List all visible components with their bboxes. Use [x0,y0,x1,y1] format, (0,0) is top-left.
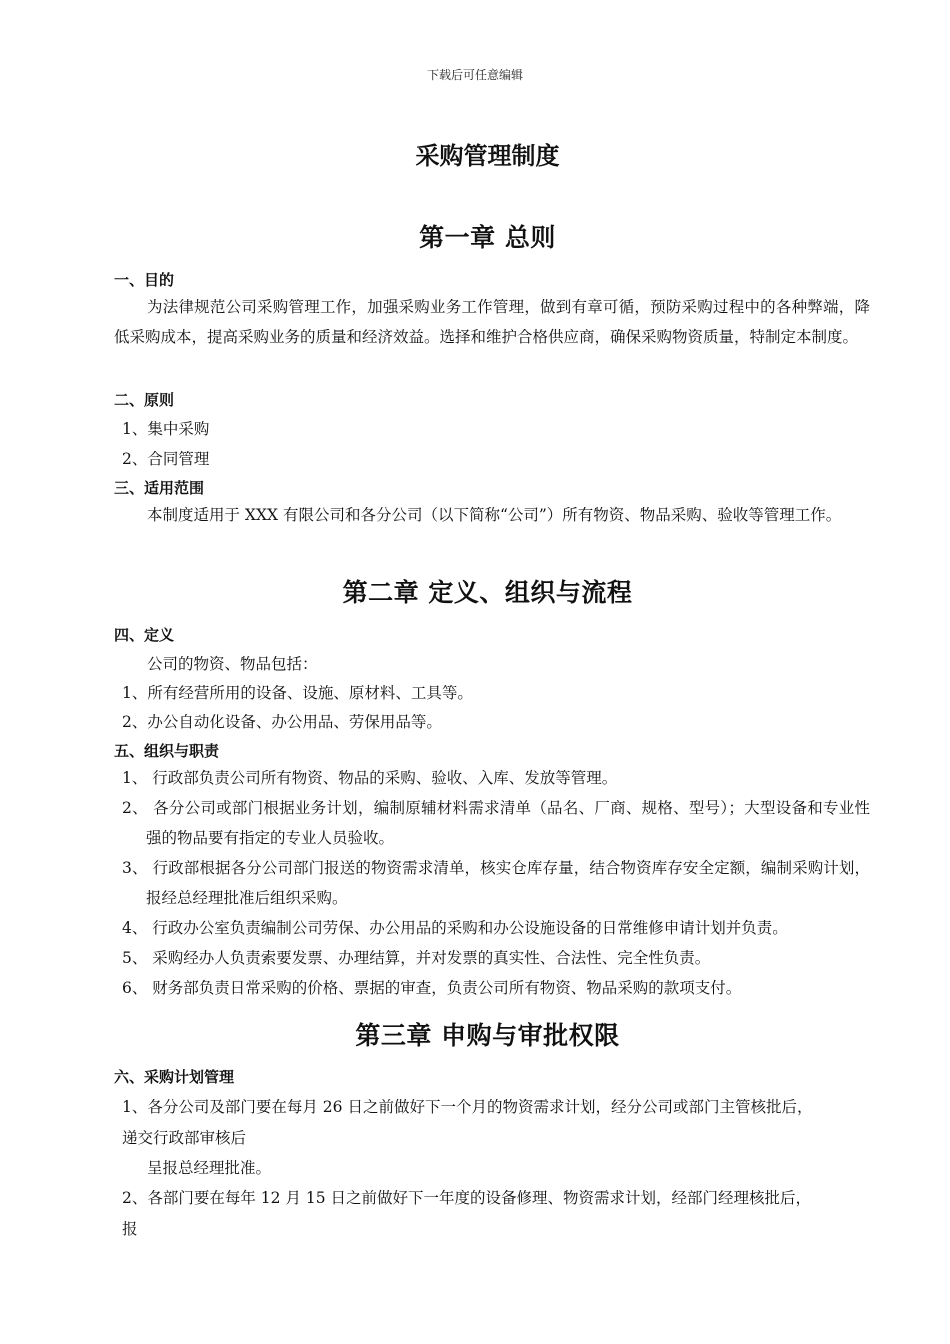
header-note: 下载后可任意编辑 [426,68,523,82]
organization-item: 5、 采购经办人负责索要发票、办理结算，并对发票的真实性、合法性、完全性负责。 [122,949,711,967]
section-purpose-heading: 一、目的 [114,271,175,289]
section-scope-heading: 三、适用范围 [114,479,205,497]
organization-item: 1、 行政部负责公司所有物资、物品的采购、验收、入库、发放等管理。 [122,769,618,787]
definition-intro: 公司的物资、物品包括： [147,655,318,673]
organization-item: 3、 行政部根据各分公司部门报送的物资需求清单，核实仓库存量，结合物资库存安全定额，编制采购计划，报经总经理批准后组织采购。 [122,859,870,907]
plan-item-1-line: 递交行政部审核后 [122,1129,247,1147]
document-title: 采购管理制度 [415,142,560,170]
plan-item-1-line: 1、各分公司及部门要在每月 26 日之前做好下一个月的物资需求计划，经分公司或部门主管核批后， [122,1098,813,1116]
section-scope-text: 本制度适用于 XXX 有限公司和各分公司（以下简称“公司”）所有物资、物品采购、验收等管理工作。 [147,506,842,524]
section-plan-heading: 六、采购计划管理 [114,1068,235,1086]
definition-item: 1、所有经营所用的设备、设施、原材料、工具等。 [122,684,473,702]
section-purpose-text: 为法律规范公司采购管理工作，加强采购业务工作管理，做到有章可循，预防采购过程中的各种弊端，降低采购成本，提高采购业务的质量和经济效益。选择和维护合格供应商，确保采购物资质量，特制定本制度。 [114,298,870,346]
organization-item: 6、 财务部负责日常采购的价格、票据的审查，负责公司所有物资、物品采购的款项支付。 [122,979,742,997]
plan-item-2-line: 报 [122,1220,138,1238]
plan-item-1-line: 呈报总经理批准。 [147,1159,272,1177]
principle-item: 1、集中采购 [122,420,210,438]
chapter-2-heading: 第二章 定义、组织与流程 [342,578,633,607]
plan-item-2-line: 2、各部门要在每年 12 月 15 日之前做好下一年度的设备修理、物资需求计划，经部门经理核批后， [122,1189,812,1207]
organization-item: 4、 行政办公室负责编制公司劳保、办公用品的采购和办公设施设备的日常维修申请计划并负责。 [122,919,788,937]
definition-item: 2、办公自动化设备、办公用品、劳保用品等。 [122,713,442,731]
chapter-3-heading: 第三章 申购与审批权限 [355,1021,620,1050]
section-organization-heading: 五、组织与职责 [114,742,220,760]
section-principles-heading: 二、原则 [114,391,175,409]
principle-item: 2、合同管理 [122,450,210,468]
chapter-1-heading: 第一章 总则 [419,223,556,252]
organization-item: 2、 各分公司或部门根据业务计划，编制原辅材料需求清单（品名、厂商、规格、型号）；大型设备和专业性强的物品要有指定的专业人员验收。 [122,799,870,847]
section-definition-heading: 四、定义 [114,626,175,644]
